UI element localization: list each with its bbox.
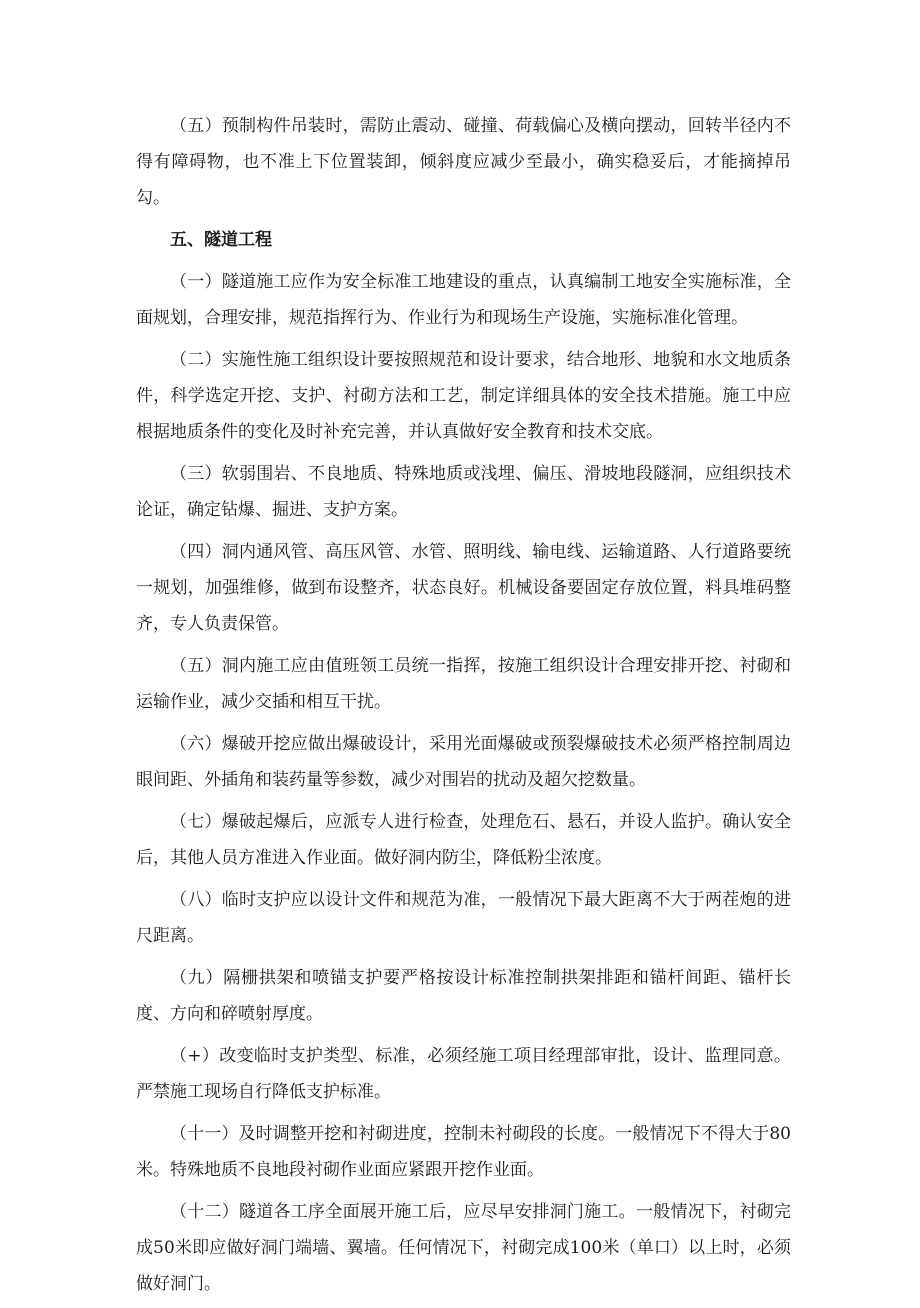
paragraph-precast-lifting: （五）预制构件吊装时，需防止震动、碰撞、荷载偏心及横向摆动，回转半径内不得有障碍物，也不准上下位置装卸，倾斜度应减少至最小，确实稳妥后，才能摘掉吊勾。 (136, 116, 791, 208)
paragraph-5: （五）洞内施工应由值班领工员统一指挥，按施工组织设计合理安排开挖、衬砌和运输作业，减少交插和相互干扰。 (136, 656, 791, 712)
paragraph-1: （一）隧道施工应作为安全标准工地建设的重点，认真编制工地安全实施标准，全面规划，合理安排，规范指挥行为、作业行为和现场生产设施，实施标准化管理。 (136, 272, 791, 328)
paragraph-4: （四）洞内通风管、高压风管、水管、照明线、输电线、运输道路、人行道路要统一规划，加强维修，做到布设整齐，状态良好。机械设备要固定存放位置，料具堆码整齐，专人负责保管。 (136, 542, 791, 634)
paragraph-6: （六）爆破开挖应做出爆破设计，采用光面爆破或预裂爆破技术必须严格控制周边眼间距、外插角和装药量等参数，减少对围岩的扰动及超欠挖数量。 (136, 734, 791, 790)
paragraph-3: （三）软弱围岩、不良地质、特殊地质或浅埋、偏压、滑坡地段隧洞，应组织技术论证，确定钻爆、掘进、支护方案。 (136, 464, 791, 520)
document-page (136, 108, 791, 1308)
paragraph-12: （十二）隧道各工序全面展开施工后，应尽早安排洞门施工。一般情况下，衬砌完成50米即应做好洞门端墙、翼墙。任何情况下，衬砌完成100米（单口）以上时，必须做好洞门。 (136, 1202, 791, 1294)
paragraph-8: （八）临时支护应以设计文件和规范为准，一般情况下最大距离不大于两茬炮的进尺距离。 (136, 890, 791, 946)
paragraph-2: （二）实施性施工组织设计要按照规范和设计要求，结合地形、地貌和水文地质条件，科学选定开挖、支护、衬砌方法和工艺，制定详细具体的安全技术措施。施工中应根据地质条件的变化及时补充完善，并认真做好安全教育和技术交底。 (136, 350, 791, 442)
paragraph-9: （九）隔栅拱架和喷锚支护要严格按设计标准控制拱架排距和锚杆间距、锚杆长度、方向和碎喷射厚度。 (136, 968, 791, 1024)
paragraph-11: （十一）及时调整开挖和衬砌进度，控制未衬砌段的长度。一般情况下不得大于80米。特殊地质不良地段衬砌作业面应紧跟开挖作业面。 (136, 1124, 791, 1180)
paragraph-7: （七）爆破起爆后，应派专人进行检查，处理危石、悬石，并设人监护。确认安全后，其他人员方准进入作业面。做好洞内防尘，降低粉尘浓度。 (136, 812, 791, 868)
section-heading-tunnel: 五、隧道工程 (170, 230, 272, 250)
paragraph-10: （+）改变临时支护类型、标准，必须经施工项目经理部审批，设计、监理同意。严禁施工现场自行降低支护标准。 (136, 1046, 791, 1102)
